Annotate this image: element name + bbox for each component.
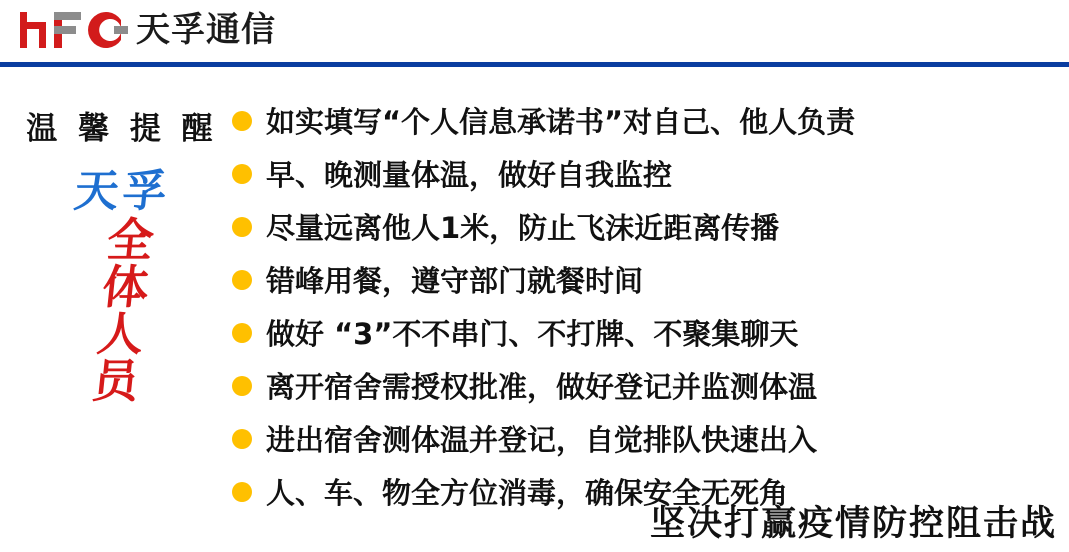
list-item-text: 早、晚测量体温，做好自我监控 [266, 158, 673, 192]
bullet-dot-icon [232, 482, 252, 502]
footer-slogan: 坚决打赢疫情防控阻击战 [649, 504, 1057, 544]
vertical-char-1: 全 [104, 213, 157, 267]
left-column [14, 95, 226, 535]
tfc-logo-icon [18, 8, 130, 52]
list-item-text: 进出宿舍测体温并登记，自觉排队快速出入 [266, 423, 818, 457]
company-logo [18, 8, 276, 52]
list-item [232, 206, 1058, 253]
list-item-text: 做好 “3”不不串门、不打牌、不聚集聊天 [266, 317, 799, 351]
list-item-text: 离开宿舍需授权批准，做好登记并监测体温 [266, 370, 818, 404]
list-item [232, 312, 1058, 359]
vertical-char-2: 体 [99, 259, 152, 314]
vertical-char-3: 人 [94, 306, 147, 361]
warm-reminder-title: 温 馨 提 醒 [26, 111, 218, 147]
list-item-text: 人、车、物全方位消毒，确保安全无死角 [266, 476, 789, 510]
header-divider [0, 62, 1069, 67]
list-item-text: 如实填写“个人信息承诺书”对自己、他人负责 [266, 105, 856, 139]
bullet-dot-icon [232, 164, 252, 184]
vertical-all-staff-text [76, 213, 170, 408]
vertical-char-4: 员 [89, 353, 142, 408]
list-item [232, 153, 1058, 200]
slide-header [0, 0, 1069, 66]
tianfu-brand-text: 天孚 [71, 166, 174, 217]
list-item [232, 418, 1058, 465]
list-item-text: 错峰用餐，遵守部门就餐时间 [266, 264, 644, 298]
bullet-dot-icon [232, 217, 252, 237]
bullet-dot-icon [232, 323, 252, 343]
list-item [232, 100, 1058, 147]
list-item [232, 259, 1058, 306]
bullet-dot-icon [232, 111, 252, 131]
bullet-dot-icon [232, 270, 252, 290]
list-item [232, 365, 1058, 412]
logo-company-name: 天孚通信 [136, 10, 276, 50]
bullet-dot-icon [232, 429, 252, 449]
bullet-dot-icon [232, 376, 252, 396]
list-item-text: 尽量远离他人1米，防止飞沫近距离传播 [266, 211, 780, 245]
reminder-list [232, 100, 1058, 524]
